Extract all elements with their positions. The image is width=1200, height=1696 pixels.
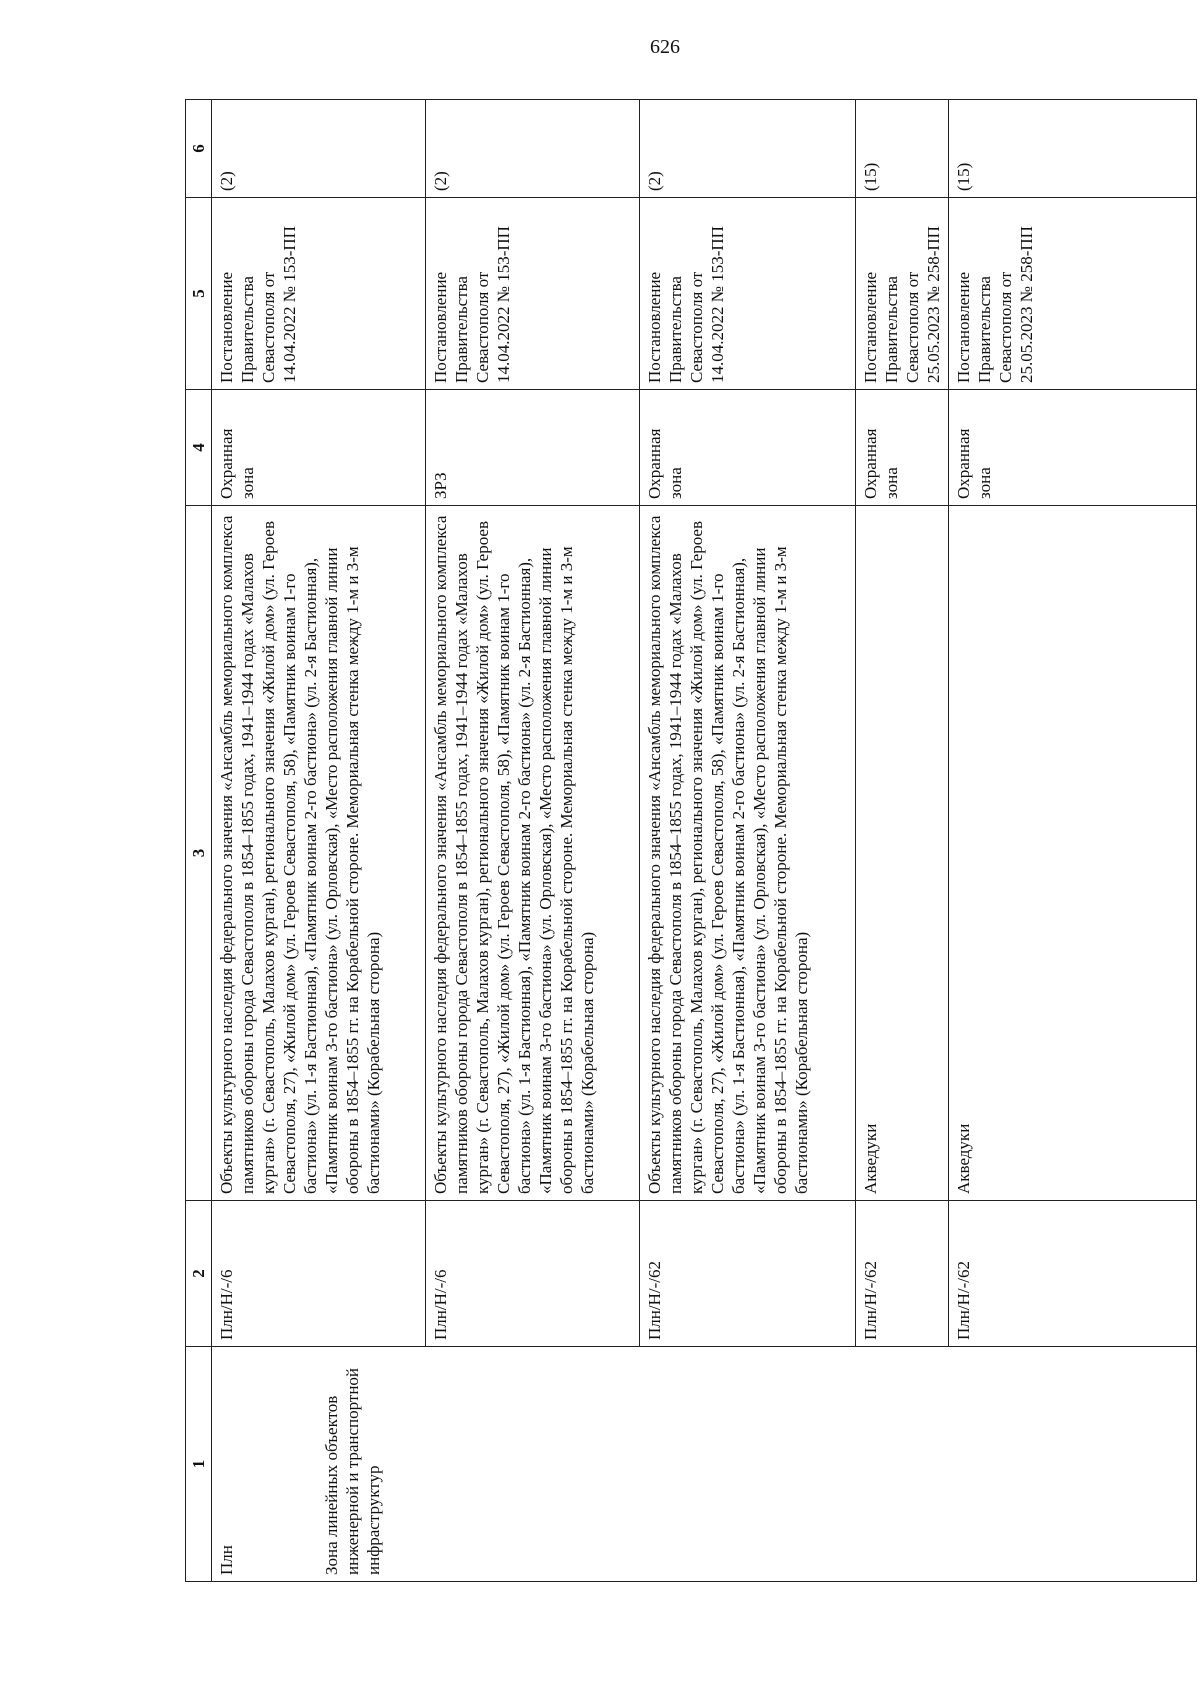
table-header-row xyxy=(186,100,212,1582)
row-object: Объекты культурного наследия федерального значения «Ансамбль мемориального комплекса памятников обороны города Севастополя в 1854–1855 годах, 1941–1944 годах «Малахов курган» (г. Севастополь, Малахов курган), регионального значения «Жилой дом» (ул. Героев Севастополя, 27), «Жилой дом» (ул. Героев Севастополя, 58), «Памятник воинам 1-го бастиона» (ул. 1-я Бастионная), «Памятник воинам 2-го бастиона» (ул. 2-я Бастионная), «Памятник воинам 3-го бастиона» (ул. Орловская), «Место расположения главной линии обороны в 1854–1855 гг. на Корабельной стороне. Мемориальная стенка между 1-м и 3-м бастионами» (Корабельная сторона) xyxy=(212,506,426,1201)
table-row xyxy=(212,100,426,1582)
row-zone-type: Охранная зона xyxy=(212,390,426,506)
row-document: Постановление Правительства Севастополя от 14.04.2022 № 153-ПП xyxy=(640,198,856,390)
row-note: (15) xyxy=(949,100,1197,198)
row-document: Постановление Правительства Севастополя от 25.05.2023 № 258-ПП xyxy=(856,198,949,390)
row-zone-type: Охранная зона xyxy=(640,390,856,506)
zone-name: Зона линейных объектов инженерной и транспортной инфраструктур xyxy=(322,1367,383,1575)
header-col-2: 2 xyxy=(186,1201,212,1347)
row-note: (2) xyxy=(640,100,856,198)
row-object: Объекты культурного наследия федерального значения «Ансамбль мемориального комплекса памятников обороны города Севастополя в 1854–1855 годах, 1941–1944 годах «Малахов курган» (г. Севастополь, Малахов курган), регионального значения «Жилой дом» (ул. Героев Севастополя, 27), «Жилой дом» (ул. Героев Севастополя, 58), «Памятник воинам 1-го бастиона» (ул. 1-я Бастионная), «Памятник воинам 2-го бастиона» (ул. 2-я Бастионная), «Памятник воинам 3-го бастиона» (ул. Орловская), «Место расположения главной линии обороны в 1854–1855 гг. на Корабельной стороне. Мемориальная стенка между 1-м и 3-м бастионами» (Корабельная сторона) xyxy=(640,506,856,1201)
row-document: Постановление Правительства Севастополя от 25.05.2023 № 258-ПП xyxy=(949,198,1197,390)
zone-code: Плн xyxy=(217,1545,236,1575)
page-number: 626 xyxy=(650,36,680,58)
row-code: Плн/Н/-/6 xyxy=(426,1201,640,1347)
row-code: Плн/Н/-/62 xyxy=(949,1201,1197,1347)
header-col-4: 4 xyxy=(186,390,212,506)
row-code: Плн/Н/-/62 xyxy=(856,1201,949,1347)
header-col-1: 1 xyxy=(186,1347,212,1582)
header-col-5: 5 xyxy=(186,198,212,390)
row-document: Постановление Правительства Севастополя от 14.04.2022 № 153-ПП xyxy=(426,198,640,390)
header-col-6: 6 xyxy=(186,100,212,198)
rotated-table-container xyxy=(185,100,1197,1582)
row-zone-type: ЗРЗ xyxy=(426,390,640,506)
row-code: Плн/Н/-/62 xyxy=(640,1201,856,1347)
row-object: Акведуки xyxy=(856,506,949,1201)
header-col-3: 3 xyxy=(186,506,212,1201)
zone-cell xyxy=(212,1347,1197,1582)
zones-table xyxy=(185,99,1197,1582)
row-note: (2) xyxy=(426,100,640,198)
row-note: (15) xyxy=(856,100,949,198)
row-document: Постановление Правительства Севастополя от 14.04.2022 № 153-ПП xyxy=(212,198,426,390)
row-zone-type: Охранная зона xyxy=(856,390,949,506)
row-object: Объекты культурного наследия федерального значения «Ансамбль мемориального комплекса памятников обороны города Севастополя в 1854–1855 годах, 1941–1944 годах «Малахов курган» (г. Севастополь, Малахов курган), регионального значения «Жилой дом» (ул. Героев Севастополя, 27), «Жилой дом» (ул. Героев Севастополя, 58), «Памятник воинам 1-го бастиона» (ул. 1-я Бастионная), «Памятник воинам 2-го бастиона» (ул. 2-я Бастионная), «Памятник воинам 3-го бастиона» (ул. Орловская), «Место расположения главной линии обороны в 1854–1855 гг. на Корабельной стороне. Мемориальная стенка между 1-м и 3-м бастионами» (Корабельная сторона) xyxy=(426,506,640,1201)
row-zone-type: Охранная зона xyxy=(949,390,1197,506)
row-object: Акведуки xyxy=(949,506,1197,1201)
row-note: (2) xyxy=(212,100,426,198)
row-code: Плн/Н/-/6 xyxy=(212,1201,426,1347)
